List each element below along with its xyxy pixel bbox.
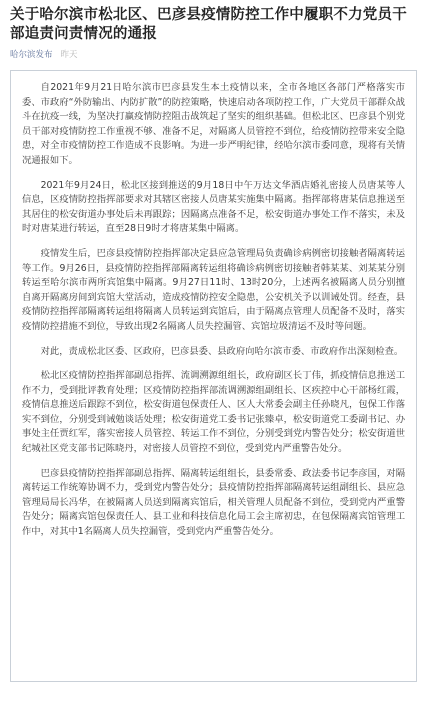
article-title: 关于哈尔滨市松北区、巴彦县疫情防控工作中履职不力党员干部追责问责情况的通报: [10, 7, 407, 42]
publish-time: 昨天: [60, 50, 78, 60]
paragraph-songbei-accountability: 松北区疫情防控指挥部副总指挥、流调溯源组组长，政府副区长丁伟，抓疫情信息推送工作不力，受到批评教育处理；区疫情防控指挥部流调溯源组副组长、区疾控中心干部杨红霞，疫情信息推送后跟踪不到位，松安街道包保责任人、区人大常委会副主任孙晓凡，包保工作落实不到位，分别受到诫勉谈话处理；松安街道党工委书记张臻卓，松安街道党工委副书记、办事处主任贾红军，落实密接人员管控、转运工作不到位，分别受到党内警告处分；松安街道世纪城社区党支部书记陈晓丹，对密接人员管控不到位，受到党内严重警告处分。: [22, 370, 405, 455]
article-meta: [10, 48, 417, 60]
paragraph-bayan-incident: 疫情发生后，巴彦县疫情防控指挥部决定县应急管理局负责确诊病例密切接触者隔离转运等工作。9月26日，县疫情防控指挥部隔离转运组将确诊病例密切接触者韩某某、刘某某分别转运至哈尔滨市两所宾馆集中隔离。9月27日11时、13时20分，上述两名被隔离人员分别擅自离开隔离房间到宾馆大堂活动，造成疫情防控安全隐患，公安机关予以训诫处罚。经查，县疫情防控指挥部隔离转运组将隔离人员转运到宾馆后，由于隔离点管理人员配备不及时，落实疫情防控措施不到位，导致出现2名隔离人员失控漏管、宾馆垃圾清运不及时等问题。: [22, 247, 405, 332]
paragraph-bayan-accountability: 巴彦县疫情防控指挥部副总指挥、隔离转运组组长，县委常委、政法委书记李彦国，对隔离转运工作统筹协调不力，受到党内警告处分；县疫情防控指挥部隔离转运组副组长、县应急管理局局长冯华，在被隔离人员送到隔离宾馆后，相关管理人员配备不到位，受到党内严重警告处分；隔离宾馆包保责任人、县工业和科技信息化局工会主席初忠，在包保隔离宾馆管理工作中，对其中1名隔离人员失控漏管，受到党内严重警告处分。: [22, 467, 405, 538]
article-body: [10, 70, 417, 682]
source-account-link[interactable]: 哈尔滨发布: [10, 50, 53, 60]
paragraph-songbei-incident: 2021年9月24日，松北区接到推送的9月18日中午万达文华酒店婚礼密接人员唐某等人信息，区疫情防控指挥部要求对其辖区密接人员唐某实施集中隔离。指挥部将唐某信息推送至其居住的松安街道办事处后未再跟踪；因隔离点准备不足，松安街道办事处工作不落实，未及时对唐某进行转运，直至28日9时才将唐某集中隔离。: [22, 179, 405, 235]
paragraph-responsibility: 对此，责成松北区委、区政府，巴彦县委、县政府向哈尔滨市委、市政府作出深刻检查。: [40, 345, 404, 357]
paragraph-intro: 自2021年9月21日哈尔滨市巴彦县发生本土疫情以来，全市各地区各部门严格落实市委、市政府“外防输出、内防扩散”的防控策略，快速启动各项防控工作，广大党员干部群众战斗在抗疫一线，为坚决打赢疫情防控阻击战筑起了坚实的组织基础。但松北区、巴彦县个别党员干部对疫情防控工作重视不够、准备不足，对隔离人员管控不到位，给疫情防控带来安全隐患，对全市疫情防控工作造成不良影响。为进一步严明纪律，经哈尔滨市委同意，现将有关情况通报如下。: [22, 82, 405, 166]
